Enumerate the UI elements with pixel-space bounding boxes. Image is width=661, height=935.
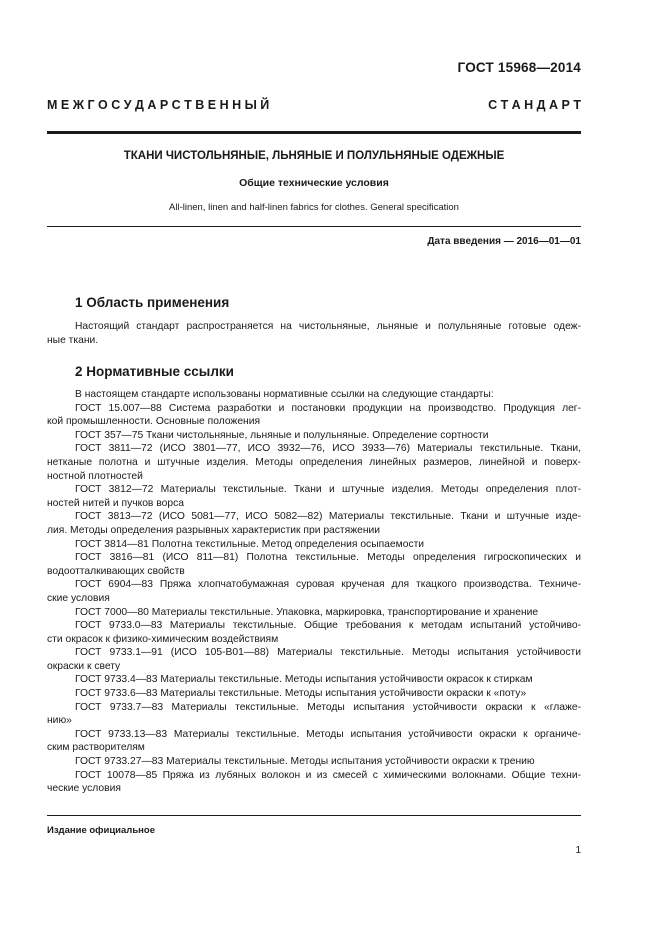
document-subtitle: Общие технические условия	[239, 177, 389, 189]
text-line: ностной плотностей	[47, 470, 143, 482]
section-1-heading: 1 Область применения	[75, 295, 230, 310]
text-line: В настоящем стандарте использованы нормативные ссылки на следующие стандарты:	[75, 389, 494, 400]
introduction-date: Дата введения — 2016—01—01	[427, 236, 581, 247]
text-line: ГОСТ 9733.27—83 Материалы текстильные. Методы испытания устойчивости окраски к трению	[75, 756, 535, 768]
text-line: ГОСТ 9733.7—83 Материалы текстильные. Методы испытания устойчивости окраски к «глаже-	[75, 701, 581, 713]
text-line: ским растворителям	[47, 742, 145, 754]
text-line: кой промышленности. Основные положения	[47, 416, 261, 428]
text-line: водоотталкивающих свойств	[47, 565, 185, 577]
text-line: ГОСТ 3811—72 (ИСО 3801—77, ИСО 3932—76, ИСО 3933—76) Материалы текстильные. Ткани,	[75, 443, 581, 455]
standard-type-banner	[47, 98, 581, 112]
text-line: окраски к свету	[47, 660, 121, 672]
text-line: ГОСТ 9733.13—83 Материалы текстильные. Методы испытания устойчивости окраски к органиче-	[75, 728, 581, 740]
text-line: сти окрасок к физико-химическим воздействиям	[47, 633, 279, 645]
text-line: ГОСТ 9733.6—83 Материалы текстильные. Методы испытания устойчивости окраски к «поту»	[75, 688, 527, 700]
footer-divider	[47, 815, 581, 816]
english-title: All-linen, linen and half-linen fabrics for clothes. General specification	[169, 202, 459, 213]
text-line: ностей нитей и пучков ворса	[47, 497, 184, 509]
text-line: ГОСТ 10078—85 Пряжа из лубяных волокон и из смесей с химическими волокнами. Общие техни-	[75, 769, 581, 781]
text-line: нию»	[47, 715, 72, 727]
text-line: ГОСТ 357—75 Ткани чистольняные, льняные и полульняные. Определение сортности	[75, 429, 489, 441]
text-line: ГОСТ 3812—72 Материалы текстильные. Ткани и штучные изделия. Методы определения плот-	[75, 484, 581, 496]
section-2-heading: 2 Нормативные ссылки	[75, 364, 234, 379]
text-line: ГОСТ 9733.4—83 Материалы текстильные. Методы испытания устойчивости окрасок к стиркам	[75, 674, 533, 686]
header-divider	[47, 131, 581, 134]
text-line: ГОСТ 9733.0—83 Материалы текстильные. Общие требования к методам испытаний устойчиво-	[75, 620, 581, 632]
text-line: лия. Методы определения разрывных характеристик при растяжении	[47, 524, 381, 536]
text-line: ГОСТ 3816—81 (ИСО 811—81) Полотна текстильные. Методы определения гигроскопических и	[75, 552, 581, 564]
text-line: Настоящий стандарт распространяется на чистольняные, льняные и полульняные готовые одеж-	[75, 321, 581, 332]
banner-right-text: С Т А Н Д А Р Т	[488, 98, 581, 112]
standard-number: ГОСТ 15968—2014	[457, 60, 581, 75]
section-2-body	[47, 388, 581, 796]
text-line: ские условия	[47, 592, 110, 604]
official-edition-label: Издание официальное	[47, 825, 155, 836]
text-line: ГОСТ 7000—80 Материалы текстильные. Упаковка, маркировка, транспортирование и хранение	[75, 606, 539, 618]
title-divider	[47, 226, 581, 227]
text-line: ГОСТ 3813—72 (ИСО 5081—77, ИСО 5082—82) Материалы текстильные. Ткани и штучные изде-	[75, 511, 581, 523]
text-line: ческие условия	[47, 783, 121, 795]
section-1-body	[47, 320, 581, 347]
text-line: ные ткани.	[47, 334, 99, 346]
text-line: нетканые полотна и штучные изделия. Методы определения линейных размеров, линейной и поверх-	[47, 456, 581, 468]
text-line: ГОСТ 15.007—88 Система разработки и постановки продукции на производство. Продукция лег-	[75, 402, 581, 414]
text-line: ГОСТ 9733.1—91 (ИСО 105-В01—88) Материалы текстильные. Методы испытания устойчивости	[75, 647, 581, 659]
banner-left-text: М Е Ж Г О С У Д А Р С Т В Е Н Н Ы Й	[47, 98, 270, 112]
page-number: 1	[575, 845, 581, 856]
document-title: ТКАНИ ЧИСТОЛЬНЯНЫЕ, ЛЬНЯНЫЕ И ПОЛУЛЬНЯНЫЕ ОДЕЖНЫЕ	[123, 150, 505, 162]
text-line: ГОСТ 6904—83 Пряжа хлопчатобумажная суровая крученая для ткацкого производства. Техниче-	[75, 579, 581, 591]
text-line: ГОСТ 3814—81 Полотна текстильные. Метод определения осыпаемости	[75, 538, 425, 550]
